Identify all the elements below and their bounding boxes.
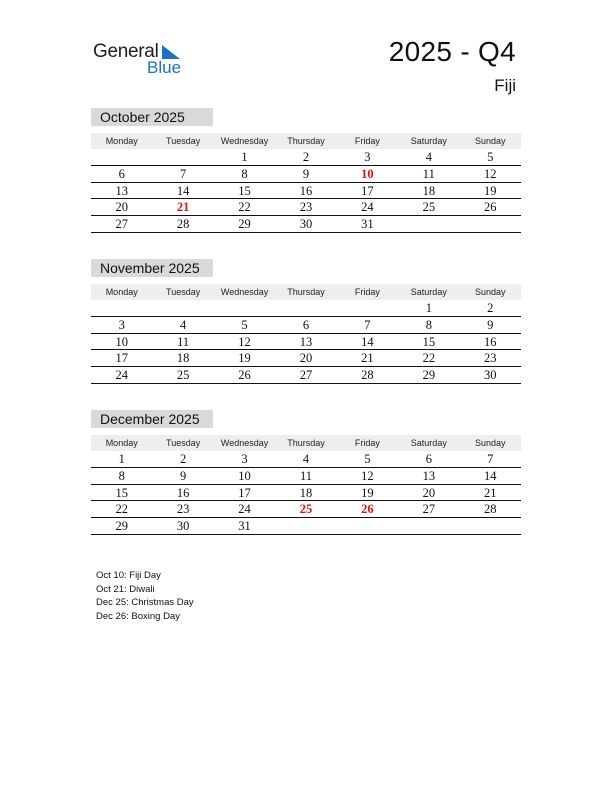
day-cell: 27 (422, 502, 436, 517)
day-cell: 21 (361, 351, 374, 366)
day-cell: 24 (361, 200, 374, 215)
weekday-label: Saturday (410, 438, 447, 448)
day-cell (275, 300, 336, 316)
day-cell: 13 (299, 334, 313, 349)
holiday-note: Oct 10: Fiji Day (96, 570, 161, 581)
day-cell (337, 300, 398, 316)
weekday-header (91, 133, 521, 149)
day-cell: 12 (238, 334, 251, 349)
day-cell: 6 (425, 452, 432, 466)
day-cell: 10 (115, 334, 128, 349)
day-cell: 5 (241, 317, 248, 332)
weeks (91, 149, 521, 233)
holiday-note: Dec 26: Boxing Day (96, 610, 180, 622)
day-cell: 17 (238, 485, 251, 500)
day-cell: 14 (361, 334, 374, 349)
day-cell: 3 (364, 150, 371, 164)
day-cell: 15 (115, 485, 128, 500)
weekday-label: Wednesday (220, 287, 269, 297)
day-cell: 8 (425, 317, 432, 332)
day-cell: 10 (361, 166, 374, 181)
weekday-label: Friday (354, 136, 380, 146)
day-cell: 28 (176, 217, 190, 232)
weekday-label: Tuesday (166, 438, 201, 448)
day-cell: 10 (238, 468, 251, 483)
day-cell: 22 (115, 502, 128, 517)
day-cell: 2 (180, 452, 187, 466)
week-row (91, 334, 521, 351)
month-december (91, 410, 521, 535)
weekday-label: Saturday (410, 287, 447, 297)
week-row (91, 183, 521, 200)
day-cell (460, 518, 521, 534)
day-cell: 20 (422, 485, 436, 500)
day-cell: 1 (241, 150, 248, 164)
document-title: 2025 - Q4 (388, 36, 516, 67)
week-row (91, 199, 521, 216)
weekday-label: Thursday (287, 287, 325, 297)
day-cell: 11 (299, 468, 312, 483)
day-cell: 20 (299, 351, 313, 366)
day-cell: 4 (425, 150, 432, 164)
day-cell: 9 (180, 468, 187, 483)
day-cell: 13 (422, 468, 436, 483)
day-cell: 1 (425, 301, 432, 315)
day-cell: 1 (118, 452, 125, 466)
week-row (91, 216, 521, 233)
weekday-label: Monday (105, 438, 138, 448)
week-row (91, 317, 521, 334)
weekday-label: Sunday (474, 287, 506, 297)
day-cell: 22 (238, 200, 251, 215)
week-row (91, 350, 521, 367)
week-row (91, 518, 521, 535)
weekday-label: Saturday (410, 136, 447, 146)
day-cell: 2 (302, 150, 310, 164)
day-cell: 14 (483, 468, 497, 483)
day-cell: 31 (238, 519, 251, 534)
day-cell: 29 (115, 519, 128, 534)
day-cell: 18 (299, 485, 313, 500)
weekday-header (91, 435, 521, 451)
logo-text-blue: Blue (147, 58, 182, 77)
weekday-label: Wednesday (220, 136, 269, 146)
day-cell: 27 (299, 368, 313, 383)
week-row (91, 166, 521, 183)
day-cell: 26 (238, 368, 251, 383)
day-cell: 16 (483, 334, 497, 349)
day-cell: 15 (422, 334, 436, 349)
month-november (91, 259, 521, 384)
weekday-label: Tuesday (166, 287, 201, 297)
week-row (91, 451, 521, 468)
day-cell: 23 (299, 200, 313, 215)
day-cell: 16 (299, 183, 313, 198)
day-cell (152, 300, 213, 316)
weekday-label: Tuesday (166, 136, 201, 146)
day-cell: 25 (422, 200, 436, 215)
day-cell: 29 (238, 217, 251, 232)
weeks (91, 451, 521, 535)
day-cell: 21 (483, 485, 497, 500)
day-cell: 24 (238, 502, 251, 517)
weekday-label: Wednesday (220, 438, 269, 448)
day-cell: 23 (483, 351, 497, 366)
day-cell: 11 (422, 166, 435, 181)
day-cell: 31 (361, 217, 374, 232)
day-cell: 16 (176, 485, 190, 500)
day-cell: 19 (238, 351, 251, 366)
day-cell (275, 518, 336, 534)
month-label: November 2025 (91, 259, 213, 277)
weekday-label: Monday (105, 287, 138, 297)
day-cell (398, 518, 459, 534)
day-cell: 26 (483, 200, 497, 215)
day-cell: 7 (364, 317, 371, 332)
weekday-label: Monday (105, 136, 138, 146)
week-row (91, 367, 521, 384)
weekday-label: Sunday (474, 136, 506, 146)
day-cell: 4 (302, 452, 310, 466)
day-cell: 27 (115, 217, 128, 232)
day-cell: 3 (241, 452, 248, 466)
logo (93, 41, 193, 81)
week-row (91, 501, 521, 518)
holiday-notes (96, 569, 194, 623)
day-cell: 25 (299, 502, 313, 517)
day-cell (91, 300, 152, 316)
weekday-label: Friday (354, 287, 380, 297)
day-cell: 11 (177, 334, 190, 349)
month-label: December 2025 (91, 410, 213, 428)
day-cell: 12 (361, 468, 374, 483)
day-cell: 23 (176, 502, 190, 517)
day-cell: 21 (176, 200, 190, 215)
month-october (91, 108, 521, 233)
day-cell: 2 (487, 301, 494, 315)
day-cell: 29 (422, 368, 436, 383)
day-cell: 7 (180, 166, 187, 181)
day-cell: 17 (361, 183, 374, 198)
week-row (91, 485, 521, 502)
week-row (91, 300, 521, 317)
day-cell: 28 (361, 368, 374, 383)
month-label: October 2025 (91, 108, 213, 126)
day-cell: 9 (487, 317, 494, 332)
day-cell: 15 (238, 183, 251, 198)
day-cell: 30 (299, 217, 313, 232)
week-row (91, 468, 521, 485)
holiday-note: Dec 25: Christmas Day (96, 597, 194, 608)
day-cell: 19 (361, 485, 374, 500)
day-cell: 5 (487, 150, 494, 164)
weekday-label: Thursday (287, 136, 325, 146)
day-cell (460, 216, 521, 232)
weeks (91, 300, 521, 384)
day-cell: 4 (180, 317, 187, 332)
holiday-note: Oct 21: Diwali (96, 583, 155, 595)
week-row (91, 149, 521, 166)
day-cell: 19 (483, 183, 497, 198)
day-cell: 28 (483, 502, 497, 517)
logo-text-general: General (93, 41, 159, 62)
day-cell: 30 (176, 519, 190, 534)
day-cell: 3 (118, 317, 125, 332)
day-cell: 17 (115, 351, 128, 366)
day-cell: 9 (302, 166, 310, 181)
day-cell: 25 (176, 368, 190, 383)
weekday-label: Sunday (474, 438, 506, 448)
day-cell: 6 (302, 317, 310, 332)
day-cell: 18 (176, 351, 190, 366)
day-cell (398, 216, 459, 232)
day-cell: 12 (483, 166, 497, 181)
day-cell (152, 149, 213, 165)
day-cell: 22 (422, 351, 436, 366)
day-cell: 13 (115, 183, 128, 198)
weekday-label: Friday (354, 438, 380, 448)
day-cell (214, 300, 275, 316)
day-cell (91, 149, 152, 165)
day-cell: 6 (118, 166, 125, 181)
day-cell: 20 (115, 200, 128, 215)
day-cell (337, 518, 398, 534)
day-cell: 24 (115, 368, 128, 383)
day-cell: 26 (361, 502, 374, 517)
day-cell: 5 (364, 452, 371, 466)
weekday-header (91, 284, 521, 300)
day-cell: 8 (241, 166, 248, 181)
day-cell: 14 (176, 183, 190, 198)
day-cell: 7 (487, 452, 494, 466)
country-name: Fiji (494, 76, 516, 95)
day-cell: 30 (483, 368, 497, 383)
day-cell: 8 (118, 468, 125, 483)
day-cell: 18 (422, 183, 436, 198)
weekday-label: Thursday (287, 438, 325, 448)
